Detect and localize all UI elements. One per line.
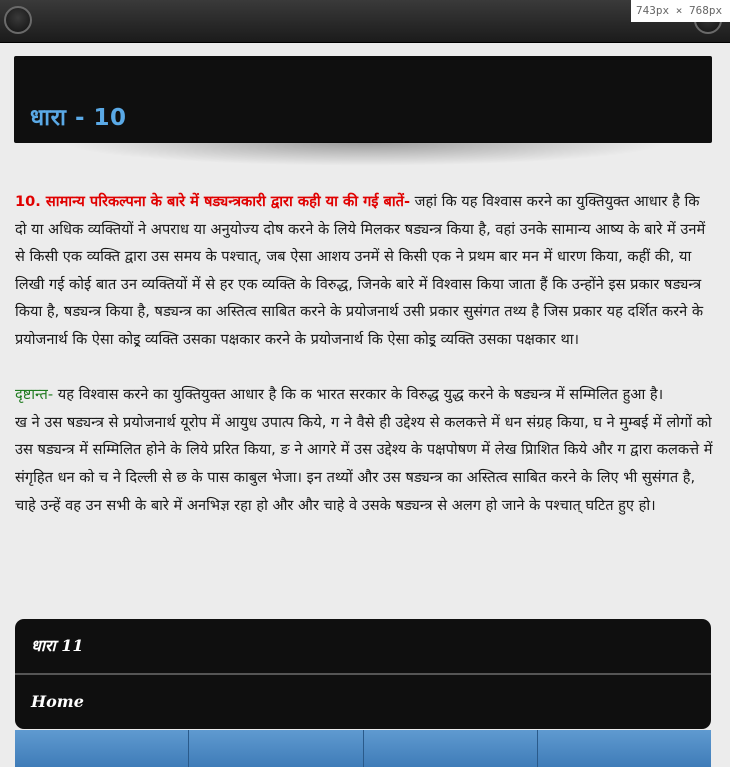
home-link[interactable]: Home bbox=[31, 692, 84, 711]
tile-3[interactable] bbox=[364, 730, 538, 767]
dimensions-readout: 743px × 768px bbox=[631, 0, 730, 22]
example-paragraph bbox=[15, 381, 715, 409]
tile-4[interactable] bbox=[538, 730, 711, 767]
navigation-panel bbox=[15, 619, 711, 729]
example-body: यह विश्वास करने का युक्तियुक्त आधार है कि क भारत सरकार के विरुद्ध युद्ध करने के षड्यन्त्र में सम्मिलित हुआ है। bbox=[53, 386, 664, 404]
browser-toolbar bbox=[0, 0, 730, 43]
page-title: धारा - 10 bbox=[30, 105, 127, 131]
example-detail: ख ने उस षड्यन्त्र से प्रयोजनार्थ यूरोप में आयुध उपात्प किये, ग ने वैसे ही उद्देश्य से कलकत्ते में धन संग्रह किया, घ ने मुम्बई में लोगों को उस षड्यन्त्र में सम्मिलित होने के लिये प्ररित किया, ङ ने आगरे में उस उद्देश्य के पक्षपोषण में लेख प्रिाशित किये और ग द्वारा कलकत्ते में संगृहित धन को च ने दिल्ली से छ के पास काबुल भेजा। इन तथ्यों और उस षड्यन्त्र का अस्तित्व साबित करने के लिए भी सुसंगत है, चाहे उन्हें वह उन सभी के बारे में अनभिज्ञ रहा हो और और चाहे वे उसके षड्यन्त्र से अलग हो जाने के पश्चात् घटित हुए हो। bbox=[15, 413, 713, 514]
section-body: जहां कि यह विश्वास करने का युक्तियुक्त आधार है कि दो या अधिक व्यक्तियों ने अपराध या अनुयोज्य दोष करने के लिये मिलकर षड्यन्त्र किया है, वहां उनके सामान्य आष्य के बारे में उनमें से किसी एक व्यक्ति द्वारा उस समय के पश्चात्, जब ऐसा आशय उनमें से किसी एक ने प्रथम बार मन में धारण किया, कहीं की, या लिखी गई कोई बात उन व्यक्तियों में से हर एक व्यक्ति के विरुद्ध, जिनके बारे में विश्वास किया जाता हैं कि उन्होंने इस प्रकार षड्यन्त्र किया है, षड्यन्त्र किया है, षड्यन्त्र का अस्तित्व साबित करने के प्रयोजनार्थ उसी प्रकार सुसंगत तथ्य है जिस प्रकार यह दर्शित करने के प्रयोजनार्थ कि ऐसा कोइ्र व्यक्ति उसका पक्षकार करने के प्रयोजनार्थ कि ऐसा कोइ्र व्यक्ति उसका पक्षकार था। bbox=[15, 193, 706, 348]
article-content bbox=[15, 188, 715, 519]
page-header bbox=[14, 56, 712, 143]
tile-1[interactable] bbox=[15, 730, 189, 767]
header-shadow bbox=[60, 142, 670, 166]
bottom-tiles bbox=[15, 730, 711, 767]
section-paragraph bbox=[15, 188, 715, 354]
spacer bbox=[15, 354, 715, 382]
next-section-link[interactable]: धारा 11 bbox=[31, 636, 84, 655]
tile-2[interactable] bbox=[189, 730, 363, 767]
example-lead: दृष्टान्त- bbox=[15, 386, 54, 404]
section-lead: 10. सामान्य परिकल्पना के बारे में षड्यन्त्रकारी द्वारा कही या की गई बातें- bbox=[15, 193, 411, 210]
back-circle-icon[interactable] bbox=[4, 6, 32, 34]
